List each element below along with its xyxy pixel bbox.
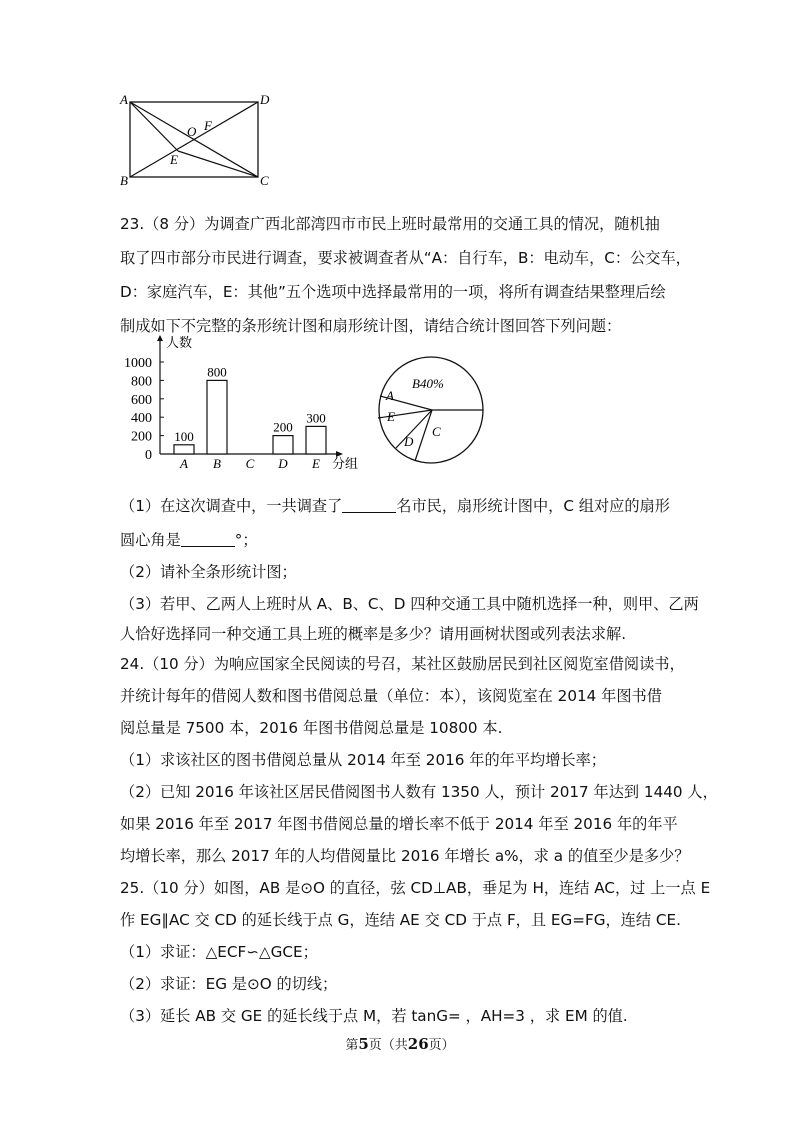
q24-sub2-line1: （2）已知 2016 年该社区居民借阅图书人数有 1350 人，预计 2017 年达到 1440 人， <box>120 783 718 801</box>
bar-value-label: 100 <box>174 428 194 444</box>
q23-sub1-line2 <box>120 530 258 550</box>
q23-sub1-text-d: °； <box>234 531 258 549</box>
y-axis-arrow <box>157 335 163 341</box>
y-tick-label: 400 <box>131 411 152 427</box>
label-D: D <box>260 92 270 107</box>
bar-chart <box>118 332 368 474</box>
q24-line3: 阅总量是 7500 本，2016 年图书借阅总量是 10800 本. <box>120 719 503 737</box>
x-axis-label: 分组 <box>332 456 359 471</box>
bar-B <box>207 380 227 454</box>
label-A: A <box>120 92 128 107</box>
q23-line3: D：家庭汽车，E：其他”五个选项中选择最常用的一项，将所有调查结果整理后绘 <box>120 283 666 301</box>
answer-blank-total[interactable] <box>342 496 396 513</box>
y-axis-label: 人数 <box>166 335 193 350</box>
pie-label: E <box>387 409 395 424</box>
q25-sub1: （1）求证：△ECF∽△GCE； <box>120 943 318 961</box>
q23-line1: 23.（8 分）为调查广西北部湾四市市民上班时最常用的交通工具的情况，随机抽 <box>120 215 660 233</box>
x-tick-label: D <box>278 456 288 471</box>
pie-label: A <box>386 388 394 403</box>
y-tick-label: 1000 <box>124 356 152 371</box>
q25-line2: 作 EG∥AC 交 CD 的延长线于点 G，连结 AE 交 CD 于点 F，且 EG=FG，连结 CE. <box>120 911 681 929</box>
footer-page-number: 5 <box>358 1035 369 1053</box>
x-tick-label: C <box>245 456 255 471</box>
q25-sub3: （3）延长 AB 交 GE 的延长线于点 M，若 tanG= ，AH=3 ，求 EM 的值. <box>120 1007 628 1025</box>
q23-sub2: （2）请补全条形统计图； <box>120 563 297 581</box>
x-tick-label: A <box>180 456 188 471</box>
q23-sub3-line2: 人恰好选择同一种交通工具上班的概率是多少？请用画树状图或列表法求解. <box>120 625 627 643</box>
q23-sub1-text-c: 圆心角是 <box>120 531 181 549</box>
bar-value-label: 800 <box>207 364 227 380</box>
y-tick-label: 600 <box>131 392 152 408</box>
bar-value-label: 200 <box>273 419 293 435</box>
y-tick-label: 200 <box>131 429 152 445</box>
footer-middle: 页（共 <box>368 1038 408 1053</box>
footer-prefix: 第 <box>345 1038 359 1053</box>
q24-line2: 并统计每年的借阅人数和图书借阅总量（单位：本），该阅览室在 2014 年图书借 <box>120 687 662 705</box>
pie-label: D <box>404 434 414 449</box>
pie-chart <box>368 354 498 466</box>
label-C: C <box>260 173 269 188</box>
q23-line4: 制成如下不完整的条形统计图和扇形统计图，请结合统计图回答下列问题： <box>120 317 622 335</box>
x-tick-label: E <box>312 456 320 471</box>
label-F: F <box>204 118 212 133</box>
footer-suffix: 页） <box>428 1038 455 1053</box>
label-O: O <box>187 124 197 139</box>
y-tick-label: 0 <box>145 448 152 463</box>
q23-sub1-text-a: （1）在这次调查中，一共调查了 <box>120 497 343 515</box>
label-B: B <box>120 173 128 188</box>
y-tick-label: 800 <box>131 374 152 390</box>
pie-label: B40% <box>412 376 444 391</box>
q24-line1: 24.（10 分）为响应国家全民阅读的号召，某社区鼓励居民到社区阅览室借阅读书， <box>120 655 685 673</box>
q25-line1: 25.（10 分）如图，AB 是⊙O 的直径，弦 CD⊥AB，垂足为 H，连结 AC，过 上一点 E <box>120 879 711 897</box>
q23-line2: 取了四市部分市民进行调查，要求被调查者从“A：自行车，B：电动车，C：公交车， <box>120 249 691 267</box>
label-E: E <box>170 152 178 167</box>
q24-sub2-line3: 均增长率，那么 2017 年的人均借阅量比 2016 年增长 a%，求 a 的值至少是多少？ <box>120 847 690 865</box>
answer-blank-angle[interactable] <box>181 530 235 547</box>
bar-A <box>174 445 194 454</box>
rectangle-figure <box>110 90 280 190</box>
x-tick-label: B <box>213 456 221 471</box>
q23-sub3-line1: （3）若甲、乙两人上班时从 A、B、C、D 四种交通工具中随机选择一种，则甲、乙两 <box>120 595 699 613</box>
q24-sub1: （1）求该社区的图书借阅总量从 2014 年至 2016 年的年平均增长率； <box>120 751 606 769</box>
pie-label: C <box>432 424 441 439</box>
bar-D <box>273 436 293 454</box>
q24-sub2-line2: 如果 2016 年至 2017 年图书借阅总量的增长率不低于 2014 年至 2016 年的年平 <box>120 815 678 833</box>
q23-sub1-line1 <box>120 496 670 516</box>
footer-total-pages: 26 <box>407 1035 429 1053</box>
bar-E <box>306 426 326 454</box>
q23-sub1-text-b: 名市民，扇形统计图中，C 组对应的扇形 <box>396 497 670 515</box>
q25-sub2: （2）求证：EG 是⊙O 的切线； <box>120 975 338 993</box>
page-footer <box>0 1034 800 1053</box>
bar-value-label: 300 <box>306 410 326 426</box>
